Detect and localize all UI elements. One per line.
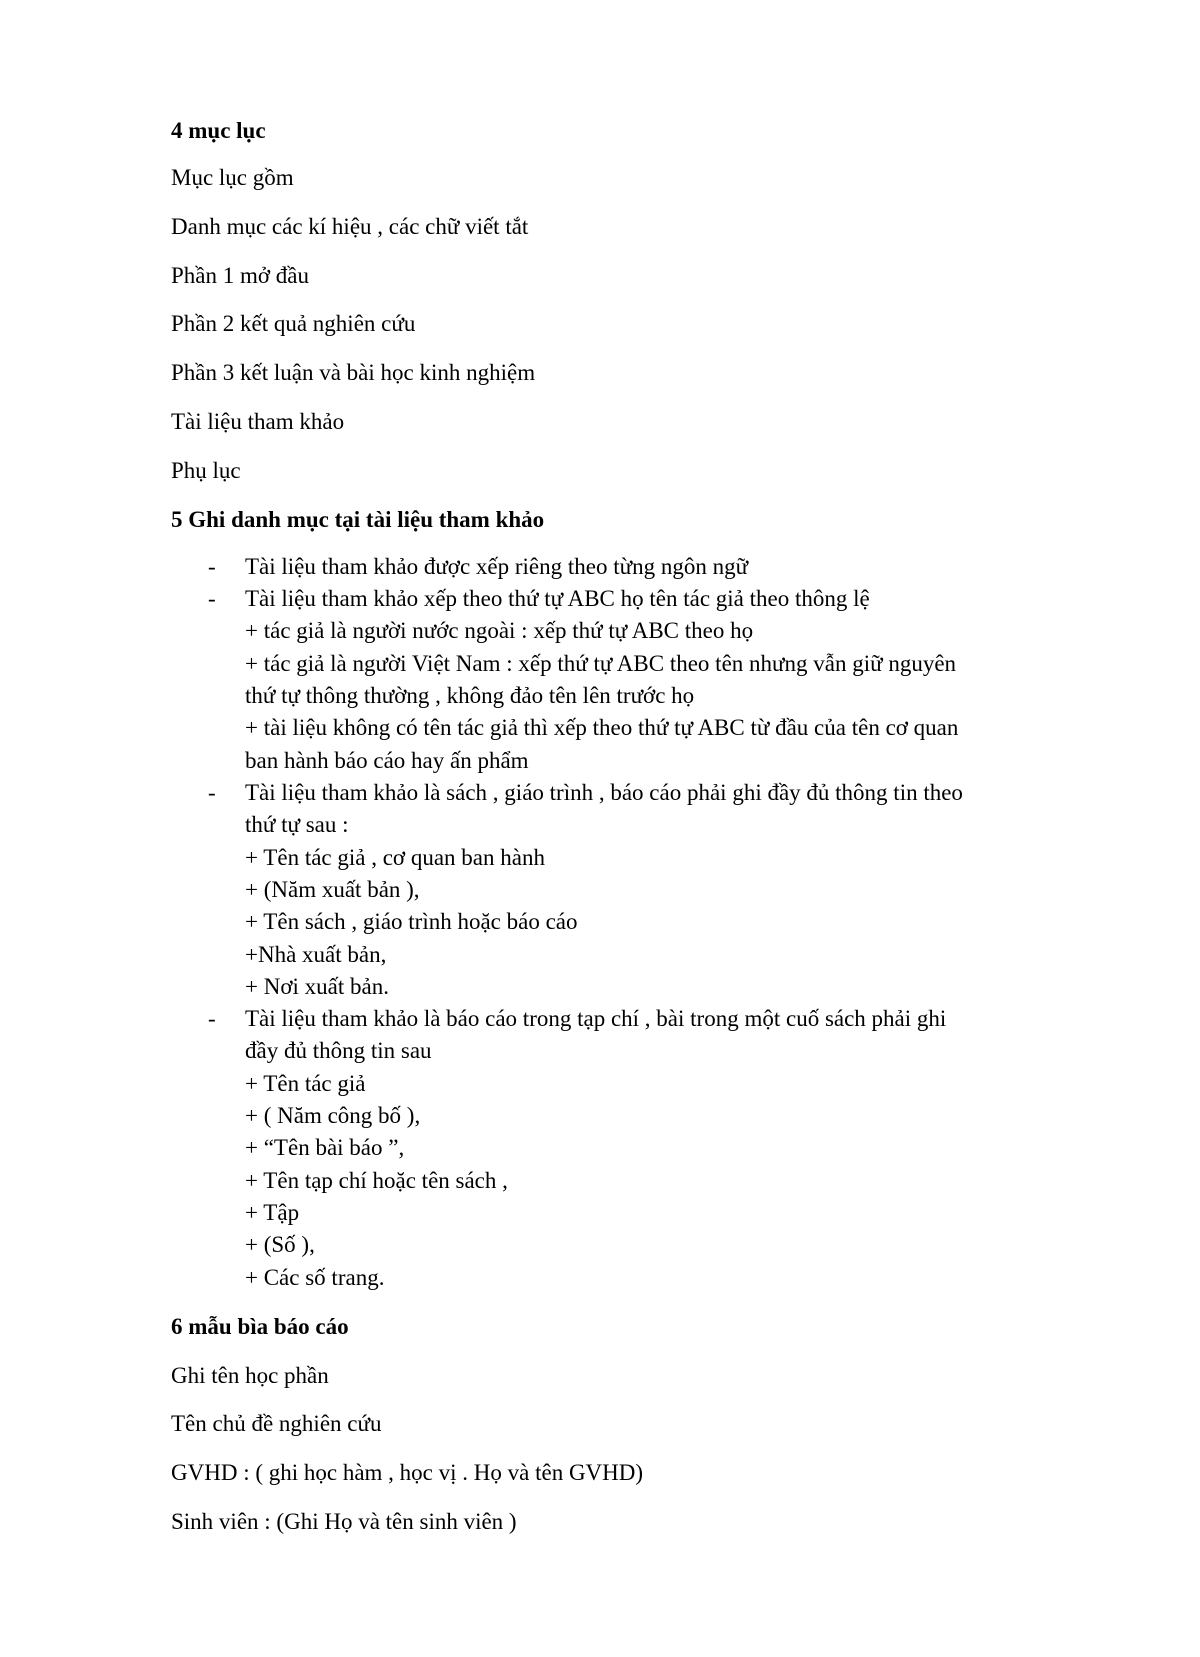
cover-line: Sinh viên : (Ghi Họ và tên sinh viên )	[171, 1509, 517, 1534]
bullet-line: +Nhà xuất bản,	[245, 942, 387, 967]
bullet-line: Tài liệu tham khảo được xếp riêng theo từng ngôn ngữ	[245, 554, 749, 579]
bullet-line: + Tập	[245, 1200, 300, 1225]
bullet-line: + Tên sách , giáo trình hoặc báo cáo	[245, 909, 578, 934]
bullet-marker: -	[208, 780, 216, 805]
bullet-line: + (Số ),	[245, 1232, 315, 1257]
bullet-line: + tác giả là người Việt Nam : xếp thứ tự ABC theo tên nhưng vẫn giữ nguyên	[245, 651, 957, 676]
bullet-line: + Tên tác giả , cơ quan ban hành	[245, 845, 545, 870]
bullet-line: ban hành báo cáo hay ấn phẩm	[245, 748, 529, 773]
bullet-marker: -	[208, 554, 216, 579]
section6-heading: 6 mẫu bìa báo cáo	[171, 1314, 349, 1339]
cover-line: Tên chủ đề nghiên cứu	[171, 1411, 382, 1436]
bullet-line: + “Tên bài báo ”,	[245, 1135, 405, 1160]
bullet-line: + (Năm xuất bản ),	[245, 877, 420, 902]
section4-heading: 4 mục lục	[171, 118, 266, 143]
bullet-line: + Tên tạp chí hoặc tên sách ,	[245, 1168, 508, 1193]
cover-line: Ghi tên học phần	[171, 1363, 329, 1388]
bullet-line: Tài liệu tham khảo là sách , giáo trình , báo cáo phải ghi đầy đủ thông tin theo	[245, 780, 963, 805]
bullet-line: + Nơi xuất bản.	[245, 974, 389, 999]
toc-line: Phần 1 mở đầu	[171, 263, 310, 288]
toc-line: Phụ lục	[171, 458, 241, 483]
bullet-marker: -	[208, 586, 216, 611]
bullet-line: Tài liệu tham khảo là báo cáo trong tạp chí , bài trong một cuố sách phải ghi	[245, 1006, 947, 1031]
toc-line: Mục lục gồm	[171, 165, 294, 190]
toc-line: Phần 3 kết luận và bài học kinh nghiệm	[171, 360, 536, 385]
bullet-line: + ( Năm công bố ),	[245, 1103, 421, 1128]
section5-heading: 5 Ghi danh mục tại tài liệu tham khảo	[171, 507, 545, 532]
toc-line: Phần 2 kết quả nghiên cứu	[171, 311, 416, 336]
toc-line: Danh mục các kí hiệu , các chữ viết tắt	[171, 214, 529, 239]
cover-line: GVHD : ( ghi học hàm , học vị . Họ và tên GVHD)	[171, 1460, 644, 1485]
bullet-marker: -	[208, 1006, 216, 1031]
bullet-line: + tác giả là người nước ngoài : xếp thứ tự ABC theo họ	[245, 618, 754, 643]
bullet-line: thứ tự sau :	[245, 812, 349, 837]
bullet-line: thứ tự thông thường , không đảo tên lên trước họ	[245, 683, 695, 708]
bullet-line: + Tên tác giả	[245, 1071, 366, 1096]
bullet-line: + tài liệu không có tên tác giả thì xếp theo thứ tự ABC từ đầu của tên cơ quan	[245, 715, 959, 740]
toc-line: Tài liệu tham khảo	[171, 409, 345, 434]
bullet-line: + Các số trang.	[245, 1265, 385, 1290]
bullet-line: Tài liệu tham khảo xếp theo thứ tự ABC họ tên tác giả theo thông lệ	[245, 586, 870, 611]
bullet-line: đầy đủ thông tin sau	[245, 1038, 432, 1063]
